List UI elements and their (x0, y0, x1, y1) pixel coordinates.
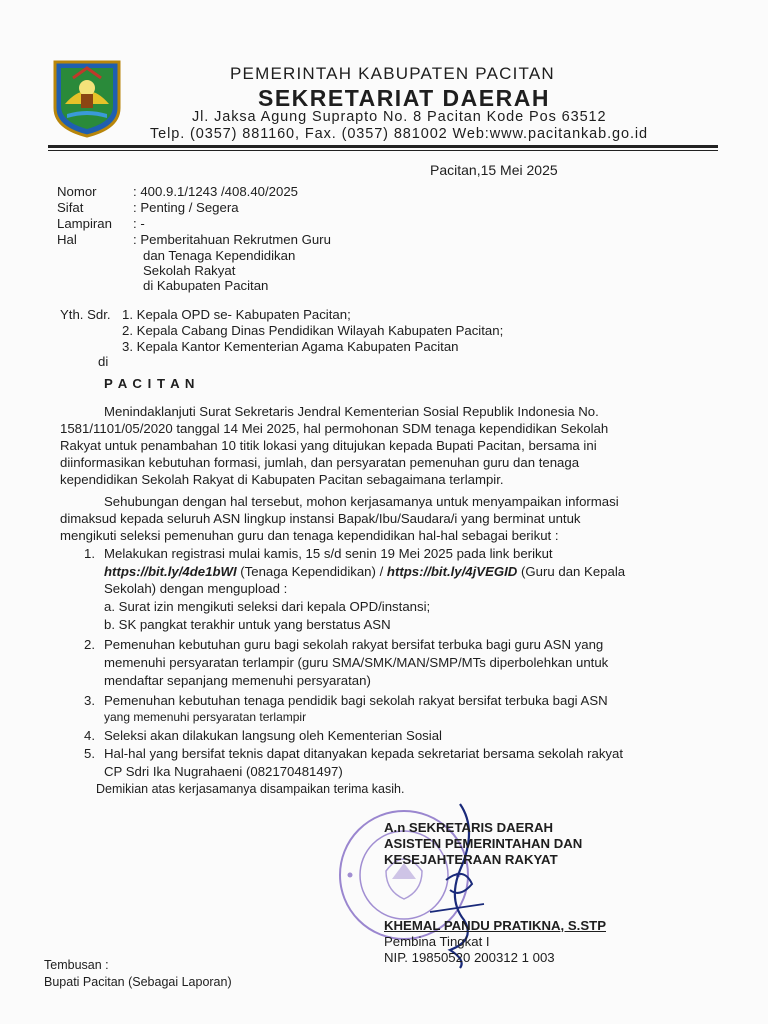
body-line: diinformasikan kebutuhan formasi, jumlah, dan persyaratan pemenuhan guru dan tenaga (60, 455, 580, 470)
signature-line-2: ASISTEN PEMERINTAHAN DAN (384, 836, 583, 851)
body-line: Menindaklanjuti Surat Sekretaris Jendral Kementerian Sosial Republik Indonesia No. (104, 404, 599, 419)
registration-link-teacher[interactable]: https://bit.ly/4jVEGID (386, 564, 518, 579)
letterhead-address: Jl. Jaksa Agung Suprapto No. 8 Pacitan Kode Pos 63512 (192, 109, 607, 125)
body-line: dimaksud kepada seluruh ASN lingkup instansi Bapak/Ibu/Saudara/i yang berminat untuk (60, 511, 581, 526)
tembusan-item: Bupati Pacitan (Sebagai Laporan) (44, 975, 232, 989)
list-item-text: mendaftar sepanjang memenuhi persyaratan) (104, 673, 371, 688)
body-line: mengikuti seleksi pemenuhan guru dan tenaga kependidikan hal-hal sebagai berikut : (60, 528, 559, 543)
sifat-label: Sifat (57, 200, 84, 215)
addressee-item: 3. Kepala Kantor Kementerian Agama Kabupaten Pacitan (122, 339, 459, 354)
addressee-item: 1. Kepala OPD se- Kabupaten Pacitan; (122, 307, 351, 322)
hal-line: Sekolah Rakyat (143, 263, 236, 278)
list-item-text: Seleksi akan dilakukan langsung oleh Kementerian Sosial (104, 728, 442, 743)
list-item-text: Sekolah) dengan mengupload : (104, 581, 288, 596)
tembusan-label: Tembusan : (44, 958, 109, 972)
letterhead-contact: Telp. (0357) 881160, Fax. (0357) 881002 Web:www.pacitankab.go.id (150, 126, 648, 142)
sub-item: a. Surat izin mengikuti seleksi dari kepala OPD/instansi; (104, 599, 431, 614)
regency-coat-of-arms-icon (51, 58, 123, 138)
letterhead-government-name: PEMERINTAH KABUPATEN PACITAN (230, 64, 555, 83)
list-number: 1. (84, 546, 95, 561)
body-line: 1581/1101/05/2020 tanggal 14 Mei 2025, hal permohonan SDM tenaga kependidikan Sekolah (60, 421, 609, 436)
list-item-text: Pemenuhan kebutuhan tenaga pendidik bagi sekolah rakyat bersifat terbuka bagi ASN (104, 693, 608, 708)
signatory-rank: Pembina Tingkat I (384, 934, 490, 949)
nomor-label: Nomor (57, 184, 97, 199)
lampiran-value: : - (133, 216, 145, 231)
list-number: 3. (84, 693, 95, 708)
list-item-text: yang memenuhi persyaratan terlampir (104, 710, 307, 724)
hal-line: : Pemberitahuan Rekrutmen Guru (133, 232, 331, 247)
addressee-prefix: Yth. Sdr. (60, 307, 111, 322)
addressee-item: 2. Kepala Cabang Dinas Pendidikan Wilayah Kabupaten Pacitan; (122, 323, 504, 338)
signatory-nip: NIP. 19850520 200312 1 003 (384, 950, 555, 965)
letterhead-divider-thick (48, 145, 718, 148)
hal-line: di Kabupaten Pacitan (143, 278, 269, 293)
list-item-text: Melakukan registrasi mulai kamis, 15 s/d senin 19 Mei 2025 pada link berikut (104, 546, 553, 561)
signature-line-1: A.n SEKRETARIS DAERAH (384, 820, 554, 835)
hal-label: Hal (57, 232, 77, 247)
list-item-text: memenuhi persyaratan terlampir (guru SMA/SMK/MAN/SMP/MTs diperbolehkan untuk (104, 655, 609, 670)
sifat-value: : Penting / Segera (133, 200, 239, 215)
list-item-text: CP Sdri Ika Nugrahaeni (082170481497) (104, 764, 343, 779)
nomor-value: : 400.9.1/1243 /408.40/2025 (133, 184, 298, 199)
list-number: 5. (84, 746, 95, 761)
hal-line: dan Tenaga Kependidikan (143, 248, 296, 263)
body-line: Sehubungan dengan hal tersebut, mohon kerjasamanya untuk menyampaikan informasi (104, 494, 619, 509)
body-line: Rakyat untuk penambahan 10 titik lokasi yang ditujukan kepada Bupati Pacitan, bersama ini (60, 438, 597, 453)
signatory-name: KHEMAL PANDU PRATIKNA, S.STP (384, 918, 606, 933)
letterhead-office-name: SEKRETARIAT DAERAH (258, 85, 550, 111)
list-item-text: (Guru dan Kepala (517, 564, 626, 579)
list-item-text: (Tenaga Kependidikan) / (236, 564, 387, 579)
list-item-links-line (104, 564, 625, 579)
letter-date: Pacitan,15 Mei 2025 (430, 162, 558, 178)
registration-link-staff[interactable]: https://bit.ly/4de1bWI (104, 564, 237, 579)
list-item-text: Hal-hal yang bersifat teknis dapat ditanyakan kepada sekretariat bersama sekolah rakyat (104, 746, 624, 761)
addressee-di: di (98, 354, 109, 369)
closing-sentence: Demikian atas kerjasamanya disampaikan terima kasih. (96, 782, 405, 796)
signature-line-3: KESEJAHTERAAN RAKYAT (384, 852, 558, 867)
list-number: 4. (84, 728, 95, 743)
lampiran-label: Lampiran (57, 216, 112, 231)
list-number: 2. (84, 637, 95, 652)
letterhead-divider-thin (48, 150, 718, 151)
body-line: kependidikan Sekolah Rakyat di Kabupaten Pacitan sebagaimana terlampir. (60, 472, 504, 487)
sub-item: b. SK pangkat terakhir untuk yang berstatus ASN (104, 617, 391, 632)
addressee-place: P A C I T A N (104, 376, 196, 391)
list-item-text: Pemenuhan kebutuhan guru bagi sekolah rakyat bersifat terbuka bagi guru ASN yang (104, 637, 604, 652)
